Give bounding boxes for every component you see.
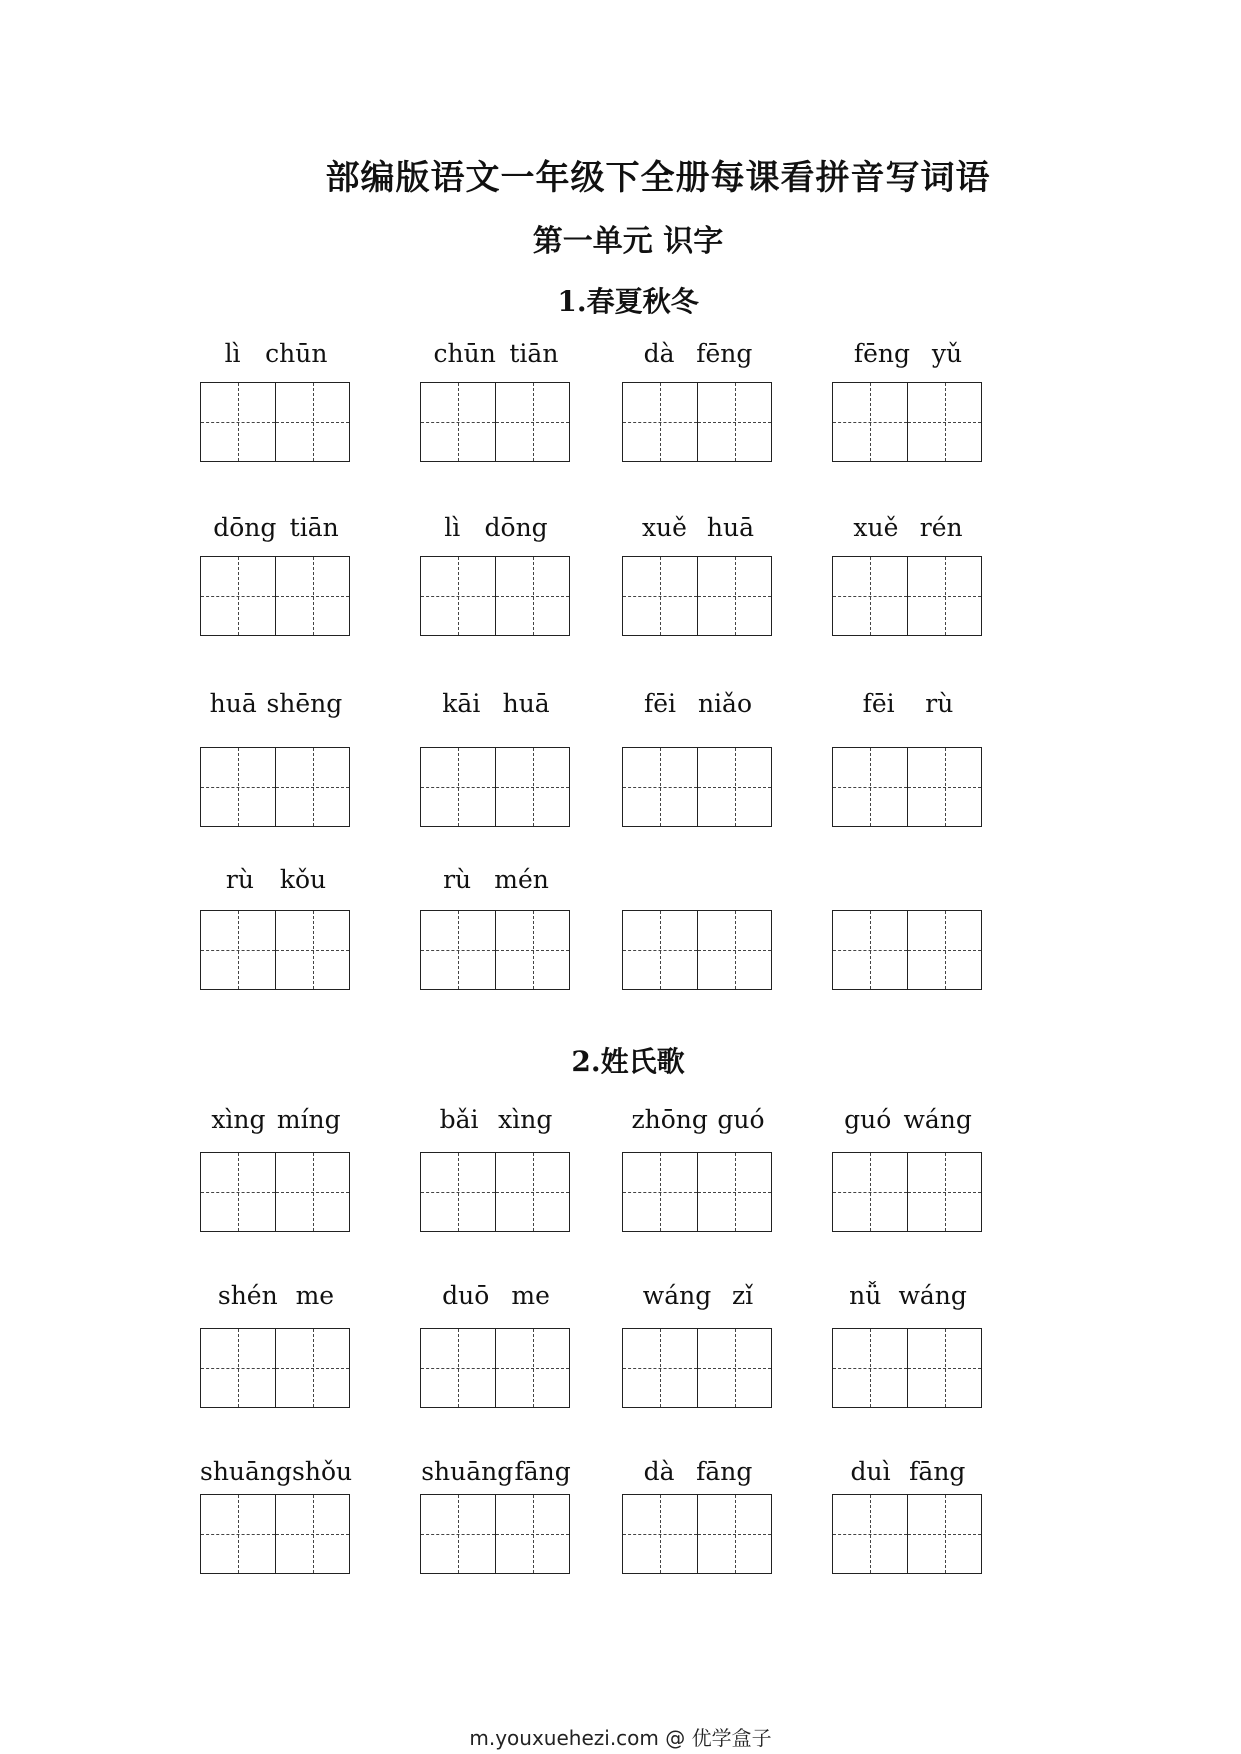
pinyin-line [420,1452,572,1486]
pinyin-syllable: fēng [696,339,753,368]
pinyin-syllable: me [511,1281,550,1310]
pinyin-syllable: me [295,1281,335,1310]
word-cell [200,334,352,368]
word-cell [200,1100,352,1134]
pinyin-line [200,684,352,718]
tianzige-square[interactable] [275,1329,349,1407]
pinyin-line [200,508,352,542]
word-cell [420,860,572,894]
word-cell [420,334,572,368]
tianzige-square[interactable] [907,1329,981,1407]
pinyin-syllable: huā [502,689,550,718]
tianzige-square[interactable] [201,383,275,461]
writing-box[interactable] [200,1328,350,1408]
pinyin-syllable: fēng [853,339,911,368]
writing-box[interactable] [832,910,982,990]
tianzige-square[interactable] [833,1495,907,1573]
tianzige-square[interactable] [697,1153,771,1231]
pinyin-syllable: huā [706,513,755,542]
word-cell [832,1100,984,1134]
tianzige-square[interactable] [201,557,275,635]
lesson-title-2: 2.姓氏歌 [571,1045,685,1078]
pinyin-syllable: dà [643,339,675,368]
tianzige-square[interactable] [907,911,981,989]
unit-title: 第一单元 识字 [532,224,724,259]
tianzige-square[interactable] [421,911,495,989]
pinyin-line [832,860,984,894]
tianzige-square[interactable] [907,748,981,826]
tianzige-square[interactable] [623,1329,697,1407]
pinyin-syllable: tiān [289,513,339,542]
tianzige-square[interactable] [833,557,907,635]
pinyin-syllable: fāng [514,1457,571,1486]
tianzige-square[interactable] [833,911,907,989]
pinyin-line [420,334,572,368]
word-cell [420,508,572,542]
pinyin-line [200,1276,352,1310]
word-cell [200,1276,352,1310]
pinyin-syllable: kāi [442,689,481,718]
tianzige-square[interactable] [275,748,349,826]
tianzige-square[interactable] [495,383,569,461]
pinyin-syllable: rù [443,865,472,894]
tianzige-square[interactable] [201,1329,275,1407]
tianzige-square[interactable] [623,1495,697,1573]
tianzige-square[interactable] [907,1495,981,1573]
pinyin-syllable: shēng [266,689,343,718]
tianzige-square[interactable] [275,557,349,635]
tianzige-square[interactable] [833,383,907,461]
tianzige-square[interactable] [275,1153,349,1231]
writing-box[interactable] [200,910,350,990]
writing-box[interactable] [832,1152,982,1232]
writing-box[interactable] [622,1328,772,1408]
tianzige-square[interactable] [495,557,569,635]
pinyin-syllable: fēi [862,689,895,718]
word-cell [832,684,984,718]
tianzige-square[interactable] [495,1329,569,1407]
tianzige-square[interactable] [201,748,275,826]
word-cell [622,508,774,542]
pinyin-line [622,1100,774,1134]
writing-box[interactable] [622,1494,772,1574]
pinyin-syllable: xìng [211,1105,266,1134]
writing-box[interactable] [420,1152,570,1232]
pinyin-line [832,334,984,368]
pinyin-syllable: wáng [898,1281,967,1310]
writing-box[interactable] [832,382,982,462]
pinyin-syllable: chūn [433,339,496,368]
tianzige-square[interactable] [697,1329,771,1407]
tianzige-square[interactable] [275,1495,349,1573]
pinyin-syllable: fāng [909,1457,966,1486]
pinyin-line [832,1452,984,1486]
tianzige-square[interactable] [495,1495,569,1573]
word-cell [622,860,774,894]
writing-box[interactable] [420,910,570,990]
pinyin-line [200,860,352,894]
pinyin-line [622,508,774,542]
pinyin-syllable: rén [919,513,963,542]
word-cell [832,1452,984,1486]
tianzige-square[interactable] [697,383,771,461]
pinyin-line [420,1100,572,1134]
writing-box[interactable] [420,382,570,462]
pinyin-syllable: xìng [498,1105,553,1134]
word-cell [622,1100,774,1134]
pinyin-line [200,334,352,368]
word-cell [200,1452,352,1486]
pinyin-line [200,1452,352,1486]
pinyin-syllable: wáng [903,1105,972,1134]
tianzige-square[interactable] [623,748,697,826]
word-cell [832,334,984,368]
pinyin-line [832,508,984,542]
pinyin-syllable: lì [444,513,461,542]
tianzige-square[interactable] [275,383,349,461]
tianzige-square[interactable] [833,1329,907,1407]
pinyin-line [832,1276,984,1310]
writing-box[interactable] [622,1152,772,1232]
pinyin-syllable: shuāng [200,1457,293,1486]
pinyin-syllable: rù [225,865,254,894]
writing-box[interactable] [420,747,570,827]
pinyin-syllable: kǒu [279,865,327,894]
pinyin-syllable: guó [844,1105,892,1134]
tianzige-square[interactable] [275,911,349,989]
pinyin-line [622,334,774,368]
writing-box[interactable] [420,1328,570,1408]
pinyin-syllable: zǐ [732,1281,754,1310]
tianzige-square[interactable] [201,1495,275,1573]
lesson-title-1: 1.春夏秋冬 [557,285,699,318]
pinyin-syllable: shén [217,1281,278,1310]
footer-text: m.youxuehezi.com @ 优学盒子 [469,1726,772,1750]
tianzige-square[interactable] [421,1329,495,1407]
tianzige-square[interactable] [421,557,495,635]
pinyin-syllable: xuě [641,513,687,542]
tianzige-square[interactable] [201,1153,275,1231]
pinyin-syllable: zhōng [631,1105,708,1134]
word-cell [622,334,774,368]
word-cell [622,1276,774,1310]
writing-box[interactable] [832,1328,982,1408]
word-cell [832,508,984,542]
pinyin-syllable: yǔ [931,339,963,368]
tianzige-square[interactable] [201,911,275,989]
writing-box[interactable] [200,556,350,636]
word-cell [200,684,352,718]
pinyin-syllable: guó [717,1105,765,1134]
pinyin-syllable: fāng [696,1457,753,1486]
writing-box[interactable] [832,747,982,827]
tianzige-square[interactable] [495,911,569,989]
word-cell [420,1276,572,1310]
word-cell [622,1452,774,1486]
writing-box[interactable] [200,1152,350,1232]
writing-box[interactable] [420,1494,570,1574]
writing-box[interactable] [420,556,570,636]
tianzige-square[interactable] [697,1495,771,1573]
writing-box[interactable] [832,1494,982,1574]
pinyin-syllable: rù [925,689,954,718]
pinyin-line [420,684,572,718]
word-cell [832,1276,984,1310]
pinyin-syllable: nǚ [849,1281,882,1310]
pinyin-syllable: wáng [642,1281,712,1310]
pinyin-line [622,860,774,894]
tianzige-square[interactable] [623,557,697,635]
pinyin-line [622,1276,774,1310]
tianzige-square[interactable] [697,748,771,826]
tianzige-square[interactable] [697,911,771,989]
pinyin-syllable: xuě [853,513,899,542]
word-cell [200,860,352,894]
pinyin-line [200,1100,352,1134]
tianzige-square[interactable] [495,748,569,826]
pinyin-syllable: shǒu [292,1457,353,1486]
tianzige-square[interactable] [421,1495,495,1573]
word-cell [420,1100,572,1134]
pinyin-syllable: míng [276,1105,341,1134]
tianzige-square[interactable] [421,1153,495,1231]
pinyin-line [420,860,572,894]
pinyin-syllable: dōng [213,513,277,542]
writing-box[interactable] [832,556,982,636]
word-cell [420,1452,572,1486]
writing-box[interactable] [200,747,350,827]
writing-box[interactable] [622,556,772,636]
tianzige-square[interactable] [907,557,981,635]
word-cell [200,508,352,542]
word-cell [420,684,572,718]
pinyin-syllable: dà [643,1457,675,1486]
pinyin-line [622,684,774,718]
pinyin-syllable: duō [442,1281,490,1310]
tianzige-square[interactable] [421,748,495,826]
tianzige-square[interactable] [421,383,495,461]
tianzige-square[interactable] [623,911,697,989]
writing-box[interactable] [622,382,772,462]
pinyin-syllable: dōng [484,513,548,542]
writing-box[interactable] [622,747,772,827]
tianzige-square[interactable] [907,383,981,461]
tianzige-square[interactable] [907,1153,981,1231]
tianzige-square[interactable] [495,1153,569,1231]
pinyin-line [420,508,572,542]
page-title: 部编版语文一年级下全册每课看拼音写词语 [325,158,991,198]
pinyin-syllable: bǎi [439,1105,479,1134]
pinyin-line [832,684,984,718]
pinyin-line [832,1100,984,1134]
word-cell [832,860,984,894]
writing-box[interactable] [200,1494,350,1574]
writing-box[interactable] [622,910,772,990]
pinyin-syllable: mén [494,865,549,894]
writing-box[interactable] [200,382,350,462]
pinyin-syllable: lì [224,339,241,368]
tianzige-square[interactable] [697,557,771,635]
tianzige-square[interactable] [833,748,907,826]
tianzige-square[interactable] [623,1153,697,1231]
pinyin-line [420,1276,572,1310]
pinyin-syllable: tiān [509,339,559,368]
pinyin-syllable: duì [850,1457,891,1486]
pinyin-syllable: niǎo [697,689,753,718]
pinyin-line [622,1452,774,1486]
tianzige-square[interactable] [623,383,697,461]
pinyin-syllable: fēi [643,689,676,718]
tianzige-square[interactable] [833,1153,907,1231]
pinyin-syllable: chūn [265,339,328,368]
pinyin-syllable: huā [209,689,257,718]
pinyin-syllable: shuāng [421,1457,514,1486]
word-cell [622,684,774,718]
